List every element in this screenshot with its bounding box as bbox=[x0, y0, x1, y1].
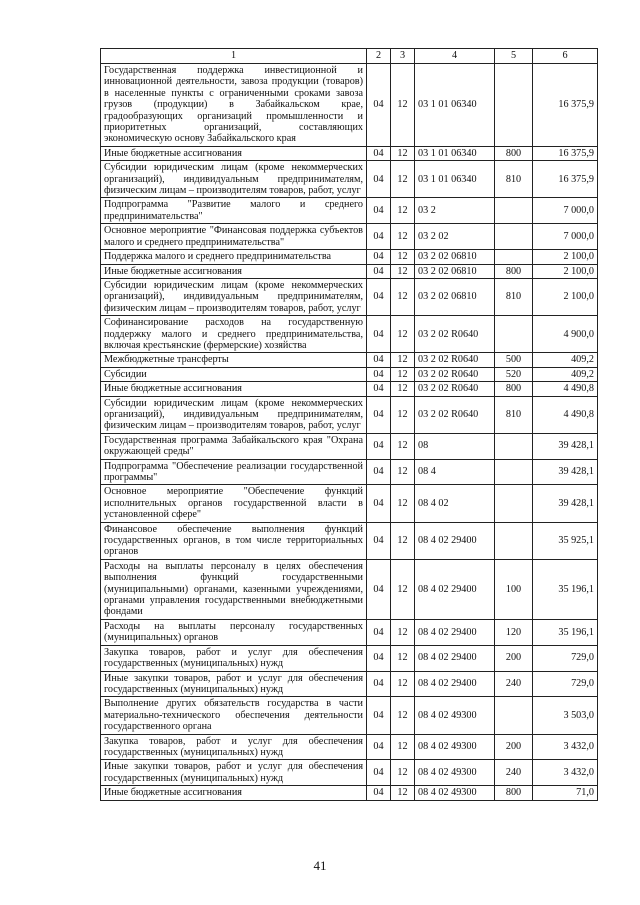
row-amount-cell: 3 432,0 bbox=[533, 760, 598, 786]
row-name-cell: Подпрограмма "Развитие малого и среднего предпринимательства" bbox=[101, 198, 367, 224]
row-amount-cell: 16 375,9 bbox=[533, 146, 598, 160]
row-section-cell: 04 bbox=[367, 382, 391, 396]
budget-sheet bbox=[100, 48, 597, 801]
row-target-article-cell: 03 2 02 R0640 bbox=[415, 353, 495, 367]
row-section-cell: 04 bbox=[367, 671, 391, 697]
table-row bbox=[101, 645, 598, 671]
table-row bbox=[101, 250, 598, 264]
row-target-article-cell: 08 4 bbox=[415, 459, 495, 485]
row-expense-type-cell bbox=[495, 697, 533, 734]
row-expense-type-cell bbox=[495, 250, 533, 264]
row-name-cell: Межбюджетные трансферты bbox=[101, 353, 367, 367]
row-target-article-cell: 03 1 01 06340 bbox=[415, 64, 495, 147]
page-number: 41 bbox=[313, 858, 327, 873]
row-name-cell: Расходы на выплаты персоналу государственных (муниципальных) органов bbox=[101, 619, 367, 645]
row-name-cell: Иные бюджетные ассигнования bbox=[101, 786, 367, 800]
row-name-cell: Субсидии юридическим лицам (кроме некоммерческих организаций), индивидуальным предпринимателям, физическим лицам – производителям товаров, работ, услуг bbox=[101, 278, 367, 315]
row-name-cell: Субсидии юридическим лицам (кроме некоммерческих организаций), индивидуальным предпринимателям, физическим лицам – производителям товаров, работ, услуг bbox=[101, 396, 367, 433]
row-subsection-cell: 12 bbox=[391, 522, 415, 559]
row-subsection-cell: 12 bbox=[391, 619, 415, 645]
table-row bbox=[101, 64, 598, 147]
row-target-article-cell: 08 4 02 49300 bbox=[415, 734, 495, 760]
row-subsection-cell: 12 bbox=[391, 697, 415, 734]
row-amount-cell: 7 000,0 bbox=[533, 224, 598, 250]
row-section-cell: 04 bbox=[367, 485, 391, 522]
row-section-cell: 04 bbox=[367, 697, 391, 734]
row-amount-cell: 16 375,9 bbox=[533, 161, 598, 198]
row-expense-type-cell: 100 bbox=[495, 559, 533, 619]
table-row bbox=[101, 559, 598, 619]
row-subsection-cell: 12 bbox=[391, 198, 415, 224]
row-name-cell: Субсидии bbox=[101, 367, 367, 381]
row-subsection-cell: 12 bbox=[391, 396, 415, 433]
table-row bbox=[101, 734, 598, 760]
row-subsection-cell: 12 bbox=[391, 161, 415, 198]
row-amount-cell: 2 100,0 bbox=[533, 250, 598, 264]
row-target-article-cell: 03 1 01 06340 bbox=[415, 161, 495, 198]
row-subsection-cell: 12 bbox=[391, 264, 415, 278]
row-name-cell: Подпрограмма "Обеспечение реализации государственной программы" bbox=[101, 459, 367, 485]
row-target-article-cell: 08 4 02 29400 bbox=[415, 645, 495, 671]
row-section-cell: 04 bbox=[367, 250, 391, 264]
row-subsection-cell: 12 bbox=[391, 760, 415, 786]
table-row bbox=[101, 382, 598, 396]
row-amount-cell: 35 925,1 bbox=[533, 522, 598, 559]
row-amount-cell: 2 100,0 bbox=[533, 278, 598, 315]
row-name-cell: Выполнение других обязательств государства в части материально-технического обеспечения деятельности государственного органа bbox=[101, 697, 367, 734]
row-expense-type-cell: 810 bbox=[495, 161, 533, 198]
row-target-article-cell: 08 4 02 49300 bbox=[415, 697, 495, 734]
row-expense-type-cell bbox=[495, 316, 533, 353]
table-row bbox=[101, 697, 598, 734]
header-cell-target-article: 4 bbox=[415, 49, 495, 64]
row-section-cell: 04 bbox=[367, 198, 391, 224]
row-expense-type-cell: 500 bbox=[495, 353, 533, 367]
budget-table bbox=[100, 48, 598, 801]
row-expense-type-cell: 810 bbox=[495, 396, 533, 433]
row-amount-cell: 2 100,0 bbox=[533, 264, 598, 278]
row-name-cell: Субсидии юридическим лицам (кроме некоммерческих организаций), индивидуальным предпринимателям, физическим лицам – производителям товаров, работ, услуг bbox=[101, 161, 367, 198]
row-expense-type-cell: 800 bbox=[495, 264, 533, 278]
row-target-article-cell: 08 4 02 bbox=[415, 485, 495, 522]
row-target-article-cell: 03 2 02 06810 bbox=[415, 264, 495, 278]
row-name-cell: Иные бюджетные ассигнования bbox=[101, 264, 367, 278]
table-row bbox=[101, 146, 598, 160]
row-expense-type-cell bbox=[495, 198, 533, 224]
table-row bbox=[101, 485, 598, 522]
row-amount-cell: 7 000,0 bbox=[533, 198, 598, 224]
row-subsection-cell: 12 bbox=[391, 671, 415, 697]
row-section-cell: 04 bbox=[367, 146, 391, 160]
row-amount-cell: 35 196,1 bbox=[533, 559, 598, 619]
row-target-article-cell: 03 2 02 06810 bbox=[415, 250, 495, 264]
row-section-cell: 04 bbox=[367, 396, 391, 433]
row-amount-cell: 729,0 bbox=[533, 671, 598, 697]
row-amount-cell: 4 490,8 bbox=[533, 382, 598, 396]
row-target-article-cell: 03 1 01 06340 bbox=[415, 146, 495, 160]
row-section-cell: 04 bbox=[367, 264, 391, 278]
row-subsection-cell: 12 bbox=[391, 559, 415, 619]
row-amount-cell: 409,2 bbox=[533, 367, 598, 381]
row-section-cell: 04 bbox=[367, 64, 391, 147]
row-subsection-cell: 12 bbox=[391, 146, 415, 160]
row-name-cell: Закупка товаров, работ и услуг для обеспечения государственных (муниципальных) нужд bbox=[101, 645, 367, 671]
row-subsection-cell: 12 bbox=[391, 433, 415, 459]
row-name-cell: Основное мероприятие "Финансовая поддержка субъектов малого и среднего предпринимательства" bbox=[101, 224, 367, 250]
row-expense-type-cell: 240 bbox=[495, 671, 533, 697]
row-amount-cell: 39 428,1 bbox=[533, 433, 598, 459]
header-cell-expense-type: 5 bbox=[495, 49, 533, 64]
row-subsection-cell: 12 bbox=[391, 353, 415, 367]
row-expense-type-cell: 200 bbox=[495, 734, 533, 760]
row-amount-cell: 16 375,9 bbox=[533, 64, 598, 147]
row-section-cell: 04 bbox=[367, 161, 391, 198]
row-name-cell: Иные закупки товаров, работ и услуг для обеспечения государственных (муниципальных) нужд bbox=[101, 671, 367, 697]
table-row bbox=[101, 353, 598, 367]
row-subsection-cell: 12 bbox=[391, 459, 415, 485]
row-section-cell: 04 bbox=[367, 367, 391, 381]
row-section-cell: 04 bbox=[367, 522, 391, 559]
row-expense-type-cell: 240 bbox=[495, 760, 533, 786]
row-target-article-cell: 03 2 02 R0640 bbox=[415, 316, 495, 353]
row-expense-type-cell bbox=[495, 459, 533, 485]
row-expense-type-cell bbox=[495, 433, 533, 459]
row-name-cell: Государственная программа Забайкальского края "Охрана окружающей среды" bbox=[101, 433, 367, 459]
row-name-cell: Иные закупки товаров, работ и услуг для обеспечения государственных (муниципальных) нужд bbox=[101, 760, 367, 786]
table-row bbox=[101, 161, 598, 198]
row-subsection-cell: 12 bbox=[391, 64, 415, 147]
row-name-cell: Закупка товаров, работ и услуг для обеспечения государственных (муниципальных) нужд bbox=[101, 734, 367, 760]
row-expense-type-cell: 520 bbox=[495, 367, 533, 381]
table-row bbox=[101, 367, 598, 381]
row-name-cell: Государственная поддержка инвестиционной и инновационной деятельности, завоза продукции (товаров) в населенные пункты с ограниченными сроками завоза грузов (продукции) в Забайкальском крае, градообразующих организаций промышленности и приоритетных организаций, составляющих экономическую основу Забайкальского края bbox=[101, 64, 367, 147]
row-target-article-cell: 08 4 02 29400 bbox=[415, 522, 495, 559]
row-name-cell: Софинансирование расходов на государственную поддержку малого и среднего предпринимательства, включая крестьянские (фермерские) хозяйства bbox=[101, 316, 367, 353]
table-row bbox=[101, 278, 598, 315]
row-expense-type-cell bbox=[495, 485, 533, 522]
row-expense-type-cell: 800 bbox=[495, 146, 533, 160]
row-amount-cell: 71,0 bbox=[533, 786, 598, 800]
row-amount-cell: 39 428,1 bbox=[533, 459, 598, 485]
table-row bbox=[101, 316, 598, 353]
row-section-cell: 04 bbox=[367, 224, 391, 250]
header-cell-subsection: 3 bbox=[391, 49, 415, 64]
table-row bbox=[101, 396, 598, 433]
row-subsection-cell: 12 bbox=[391, 316, 415, 353]
row-expense-type-cell: 200 bbox=[495, 645, 533, 671]
table-row bbox=[101, 459, 598, 485]
table-row bbox=[101, 433, 598, 459]
row-target-article-cell: 08 4 02 29400 bbox=[415, 671, 495, 697]
header-row bbox=[101, 49, 598, 64]
row-subsection-cell: 12 bbox=[391, 382, 415, 396]
row-expense-type-cell bbox=[495, 522, 533, 559]
row-target-article-cell: 08 4 02 29400 bbox=[415, 559, 495, 619]
table-row bbox=[101, 671, 598, 697]
table-row bbox=[101, 760, 598, 786]
row-section-cell: 04 bbox=[367, 645, 391, 671]
row-section-cell: 04 bbox=[367, 760, 391, 786]
row-amount-cell: 39 428,1 bbox=[533, 485, 598, 522]
row-name-cell: Иные бюджетные ассигнования bbox=[101, 382, 367, 396]
row-section-cell: 04 bbox=[367, 786, 391, 800]
row-subsection-cell: 12 bbox=[391, 485, 415, 522]
header-cell-section: 2 bbox=[367, 49, 391, 64]
row-name-cell: Основное мероприятие "Обеспечение функций исполнительных органов государственной власти в установленной сфере" bbox=[101, 485, 367, 522]
row-amount-cell: 3 432,0 bbox=[533, 734, 598, 760]
row-subsection-cell: 12 bbox=[391, 786, 415, 800]
row-expense-type-cell: 800 bbox=[495, 786, 533, 800]
row-section-cell: 04 bbox=[367, 316, 391, 353]
row-target-article-cell: 03 2 02 bbox=[415, 224, 495, 250]
row-name-cell: Финансовое обеспечение выполнения функций государственных органов, в том числе территориальных органов bbox=[101, 522, 367, 559]
row-name-cell: Иные бюджетные ассигнования bbox=[101, 146, 367, 160]
row-expense-type-cell: 120 bbox=[495, 619, 533, 645]
row-expense-type-cell: 810 bbox=[495, 278, 533, 315]
table-row bbox=[101, 619, 598, 645]
row-section-cell: 04 bbox=[367, 734, 391, 760]
table-row bbox=[101, 786, 598, 800]
row-target-article-cell: 08 4 02 29400 bbox=[415, 619, 495, 645]
row-expense-type-cell bbox=[495, 64, 533, 147]
row-section-cell: 04 bbox=[367, 559, 391, 619]
row-name-cell: Расходы на выплаты персоналу в целях обеспечения выполнения функций государственными (муниципальными) органами, казенными учреждениями, органами управления государственными внебюджетными фондами bbox=[101, 559, 367, 619]
row-section-cell: 04 bbox=[367, 353, 391, 367]
table-body bbox=[101, 64, 598, 801]
row-subsection-cell: 12 bbox=[391, 645, 415, 671]
row-section-cell: 04 bbox=[367, 433, 391, 459]
table-row bbox=[101, 522, 598, 559]
row-target-article-cell: 03 2 02 06810 bbox=[415, 278, 495, 315]
row-target-article-cell: 03 2 02 R0640 bbox=[415, 396, 495, 433]
row-amount-cell: 35 196,1 bbox=[533, 619, 598, 645]
table-row bbox=[101, 224, 598, 250]
row-subsection-cell: 12 bbox=[391, 367, 415, 381]
row-target-article-cell: 08 bbox=[415, 433, 495, 459]
row-target-article-cell: 08 4 02 49300 bbox=[415, 760, 495, 786]
header-cell-amount: 6 bbox=[533, 49, 598, 64]
row-target-article-cell: 03 2 02 R0640 bbox=[415, 367, 495, 381]
row-amount-cell: 4 490,8 bbox=[533, 396, 598, 433]
table-row bbox=[101, 264, 598, 278]
header-cell-name: 1 bbox=[101, 49, 367, 64]
row-target-article-cell: 08 4 02 49300 bbox=[415, 786, 495, 800]
table-row bbox=[101, 198, 598, 224]
row-section-cell: 04 bbox=[367, 278, 391, 315]
row-section-cell: 04 bbox=[367, 619, 391, 645]
row-amount-cell: 4 900,0 bbox=[533, 316, 598, 353]
row-target-article-cell: 03 2 bbox=[415, 198, 495, 224]
row-subsection-cell: 12 bbox=[391, 250, 415, 264]
row-name-cell: Поддержка малого и среднего предпринимательства bbox=[101, 250, 367, 264]
row-subsection-cell: 12 bbox=[391, 734, 415, 760]
row-subsection-cell: 12 bbox=[391, 278, 415, 315]
row-expense-type-cell: 800 bbox=[495, 382, 533, 396]
row-amount-cell: 729,0 bbox=[533, 645, 598, 671]
row-expense-type-cell bbox=[495, 224, 533, 250]
row-amount-cell: 409,2 bbox=[533, 353, 598, 367]
row-subsection-cell: 12 bbox=[391, 224, 415, 250]
row-target-article-cell: 03 2 02 R0640 bbox=[415, 382, 495, 396]
row-section-cell: 04 bbox=[367, 459, 391, 485]
row-amount-cell: 3 503,0 bbox=[533, 697, 598, 734]
